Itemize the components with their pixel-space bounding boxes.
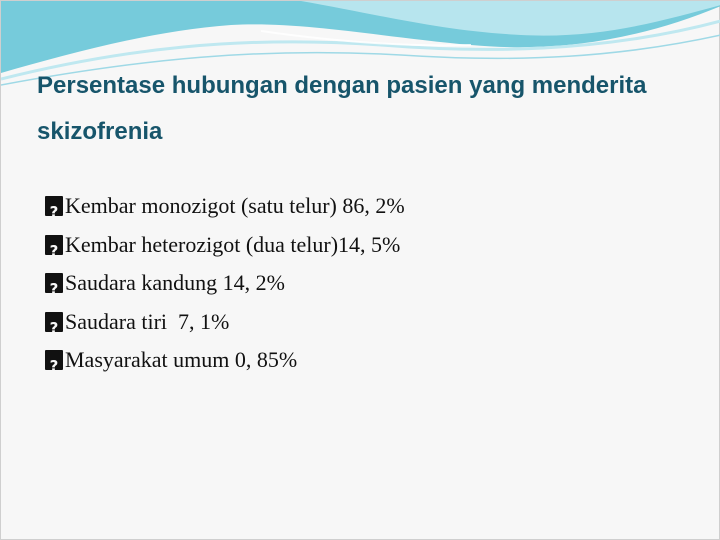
missing-glyph-icon [45,196,63,216]
list-item [45,341,685,380]
list-item [45,226,685,265]
bullet-text: Kembar heterozigot (dua telur)14, 5% [65,231,401,257]
missing-glyph-icon [45,312,63,332]
missing-glyph-icon [45,235,63,255]
bullet-text: Saudara kandung 14, 2% [65,270,285,295]
bullet-text: Saudara tiri 7, 1% [65,308,230,334]
bullet-list [45,187,685,380]
bullet-text: Masyarakat umum 0, 85% [65,347,298,372]
list-item [45,187,685,226]
slide-title: Persentase hubungan dengan pasien yang menderita skizofrenia [37,72,647,145]
list-item [45,264,685,303]
missing-glyph-icon [45,350,63,370]
bullet-text: Kembar monozigot (satu telur) 86, 2% [65,193,405,218]
list-item [45,303,685,342]
missing-glyph-icon [45,273,63,293]
